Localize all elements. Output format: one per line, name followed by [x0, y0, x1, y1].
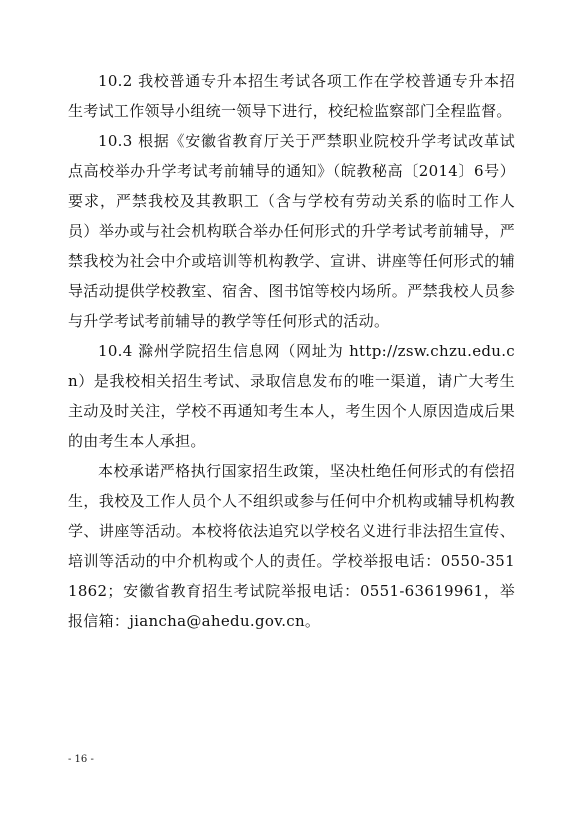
paragraph-10-3: 10.3 根据《安徽省教育厅关于严禁职业院校升学考试改革试点高校举办升学考试考前辅导的通知》（皖教秘高〔2014〕6号）要求，严禁我校及其教职工（含与学校有劳动关系的临时工作人员）举办或与社会机构联合举办任何形式的升学考试考前辅导，严禁我校为社会中介或培训等机构教学、宣讲、讲座等任何形式的辅导活动提供学校教室、宿舍、图书馆等校内场所。严禁我校人员参与升学考试考前辅导的教学等任何形式的活动。	[68, 132, 515, 330]
paragraph-10-2: 10.2 我校普通专升本招生考试各项工作在学校普通专升本招生考试工作领导小组统一领导下进行，校纪检监察部门全程监督。	[68, 72, 515, 120]
paragraph-10-4: 10.4 滁州学院招生信息网（网址为 http://zsw.chzu.edu.cn）是我校相关招生考试、录取信息发布的唯一渠道，请广大考生主动及时关注，学校不再通知考生本人，考生因个人原因造成后果的由考生本人承担。	[68, 342, 515, 450]
page-number: - 16 -	[68, 754, 94, 765]
document-body	[68, 66, 515, 636]
paragraph-commitment: 本校承诺严格执行国家招生政策，坚决杜绝任何形式的有偿招生，我校及工作人员个人不组织或参与任何中介机构或辅导机构教学、讲座等活动。本校将依法追究以学校名义进行非法招生宣传、培训等活动的中介机构或个人的责任。学校举报电话：0550-3511862；安徽省教育招生考试院举报电话：0551-63619961，举报信箱：jiancha@ahedu.gov.cn。	[68, 462, 515, 630]
